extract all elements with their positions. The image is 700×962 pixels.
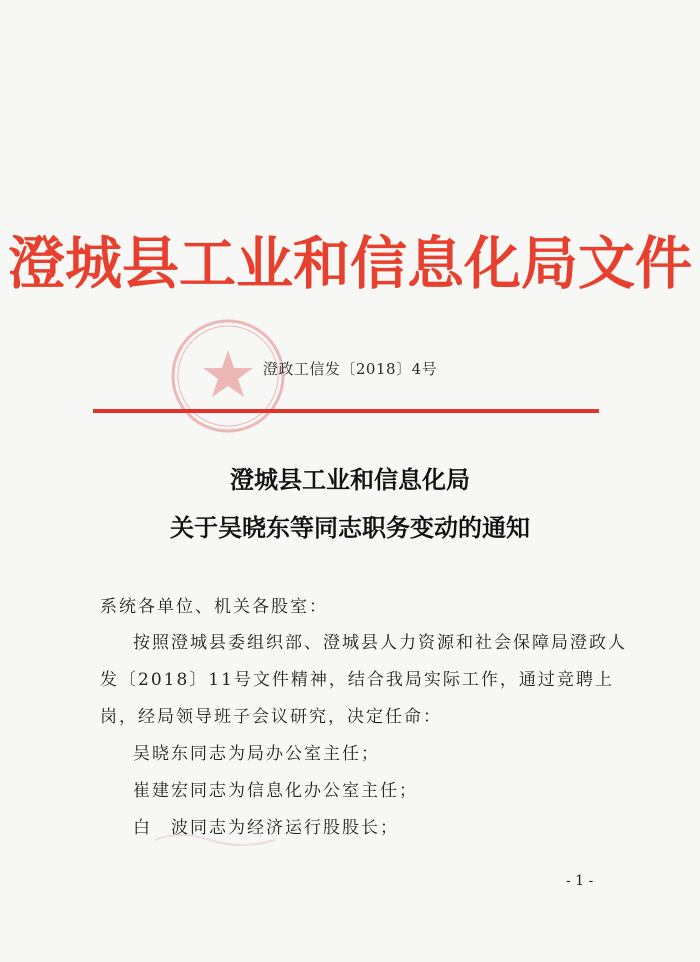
notice-heading-line2: 关于吴晓东等同志职务变动的通知 [170, 513, 530, 542]
faint-bleed-mark [150, 825, 280, 855]
appointment-line-1: 吴晓东同志为局办公室主任； [133, 744, 380, 764]
body-line-3: 岗，经局领导班子会议研究，决定任命： [100, 707, 442, 727]
body-line-2: 发〔2018〕11号文件精神，结合我局实际工作，通过竞聘上 [100, 670, 614, 690]
salutation: 系统各单位、机关各股室： [100, 597, 328, 617]
document-number: 澄政工信发〔2018〕4号 [262, 360, 438, 378]
bleed-through-text [300, 120, 630, 220]
document-title: 澄城县工业和信息化局文件 [8, 230, 692, 297]
page-number: - 1 - [566, 873, 594, 889]
appointment-line-3: 白 波同志为经济运行股股长； [133, 818, 399, 838]
body-line-1: 按照澄城县委组织部、澄城县人力资源和社会保障局澄政人 [133, 633, 627, 653]
notice-heading-line1: 澄城县工业和信息化局 [230, 465, 470, 494]
appointment-line-2: 崔建宏同志为信息化办公室主任； [133, 781, 418, 801]
red-separator-line [93, 409, 599, 413]
